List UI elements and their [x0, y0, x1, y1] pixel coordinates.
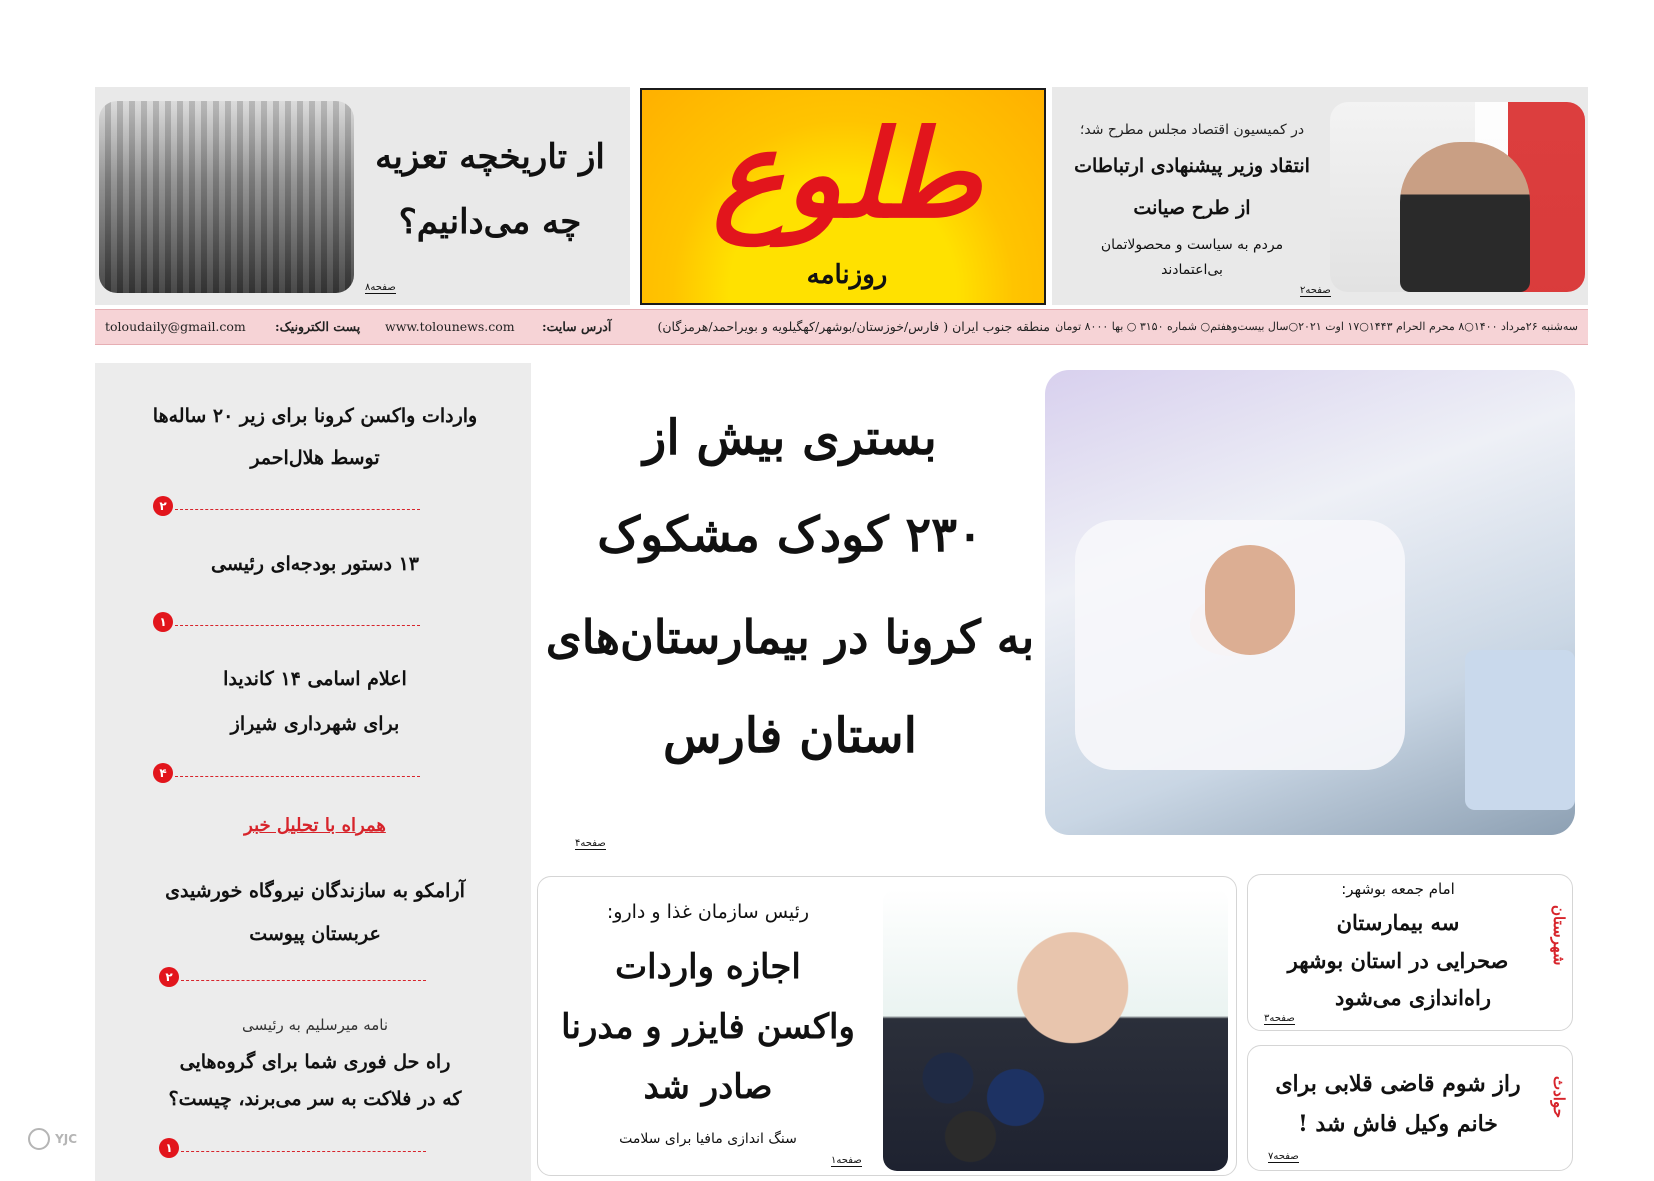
minister-sub-2: بی‌اعتمادند: [1161, 262, 1223, 278]
microphones: [903, 1039, 1053, 1169]
page-badge: ۲: [159, 967, 179, 987]
vaccine-headline-2: واکسن فایزر و مدرنا: [561, 1007, 855, 1047]
page-ref: صفحه۲: [1300, 285, 1331, 296]
header-left-story[interactable]: [95, 87, 630, 305]
minister-sub-1: مردم به سیاست و محصولاتمان: [1100, 237, 1284, 253]
page-ref: صفحه۴: [575, 838, 606, 849]
vaccine-kicker: رئیس سازمان غذا و دارو:: [606, 901, 810, 923]
sidebar-item-1-line1[interactable]: واردات واکسن کرونا برای زیر ۲۰ ساله‌ها: [152, 405, 478, 427]
site-link[interactable]: www.tolounews.com: [385, 319, 515, 334]
crime-headline-2: خانم وکیل فاش شد !: [1298, 1111, 1498, 1137]
date-issue: سه‌شنبه ۲۶مرداد ۱۴۰۰○۸ محرم الحرام ۱۴۴۳○۱۷ اوت ۲۰۲۱○سال بیست‌وهفتم○ شماره ۳۱۵۰ ○ بها ۸۰۰۰ تومان: [1055, 320, 1578, 333]
hospital-photo[interactable]: [1045, 370, 1575, 835]
main-headline-1[interactable]: بستری بیش از: [643, 410, 937, 466]
divider: [175, 625, 420, 626]
analysis-item-2-line1[interactable]: راه حل فوری شما برای گروه‌هایی: [179, 1051, 451, 1073]
page-badge: ۱: [153, 612, 173, 632]
crime-headline-1: راز شوم قاضی قلابی برای: [1275, 1071, 1521, 1097]
vaccine-headline-1: اجازه واردات: [615, 947, 801, 987]
bushehr-kicker: امام جمعه بوشهر:: [1341, 880, 1455, 898]
page-badge: ۱: [159, 1138, 179, 1158]
sidebar: [95, 363, 531, 1181]
taziyeh-headline-2: چه می‌دانیم؟: [398, 202, 582, 242]
section-label: حوادث: [1550, 1076, 1568, 1118]
analysis-item-2-line2[interactable]: که در فلاکت به سر می‌برند، چیست؟: [168, 1088, 462, 1110]
main-headline-3[interactable]: به کرونا در بیمارستان‌های: [545, 610, 1035, 664]
email-label: پست الکترونیک:: [275, 319, 361, 334]
analysis-item-2-kicker: نامه میرسلیم به رئیسی: [241, 1016, 389, 1034]
vaccine-story-card[interactable]: [537, 876, 1237, 1176]
bushehr-headline-3: راه‌اندازی می‌شود: [1335, 985, 1491, 1010]
minister-figure: [1400, 142, 1530, 292]
page-ref: صفحه۱: [831, 1155, 862, 1166]
vaccine-sub: سنگ اندازی مافیا برای سلامت: [619, 1131, 797, 1147]
header-right-story[interactable]: [1052, 87, 1588, 305]
taziyeh-photo: [99, 101, 354, 293]
sidebar-item-1-line2[interactable]: توسط هلال‌احمر: [250, 447, 380, 469]
analysis-item-1-line2[interactable]: عربستان پیوست: [249, 923, 381, 945]
sidebar-item-3-line2[interactable]: برای شهرداری شیراز: [230, 713, 400, 735]
logo-text: طلوع: [712, 104, 982, 245]
minister-headline-2: از طرح صیانت: [1133, 197, 1251, 219]
sidebar-item-3-line1[interactable]: اعلام اسامی ۱۴ کاندیدا: [223, 668, 407, 690]
divider: [181, 1151, 426, 1152]
minister-kicker: در کمیسیون اقتصاد مجلس مطرح شد؛: [1079, 122, 1305, 138]
sidebar-item-2-line1[interactable]: ۱۳ دستور بودجه‌ای رئیسی: [210, 553, 419, 575]
bushehr-headline-2: صحرایی در استان بوشهر: [1287, 948, 1509, 973]
watermark-icon: [28, 1128, 50, 1150]
bushehr-headline-1: سه بیمارستان: [1336, 910, 1460, 935]
monitor-shape: [1465, 650, 1575, 810]
divider: [175, 509, 420, 510]
taziyeh-headline-1: از تاریخچه تعزیه: [375, 137, 605, 177]
page-ref: صفحه۸: [365, 282, 396, 293]
divider: [181, 980, 426, 981]
bushehr-story-card[interactable]: [1247, 874, 1573, 1031]
watermark: [28, 1128, 98, 1158]
site-label: آدرس سایت:: [542, 319, 612, 334]
crime-story-card[interactable]: [1247, 1045, 1573, 1171]
info-bar: [95, 309, 1588, 345]
child-face: [1205, 545, 1295, 655]
masthead-logo[interactable]: [640, 88, 1046, 305]
analysis-section-title: همراه با تحلیل خبر: [244, 815, 386, 836]
watermark-text: YJC: [55, 1132, 78, 1146]
region: منطقه جنوب ایران ( فارس/خوزستان/بوشهر/کهگیلویه و بویراحمد/هرمزگان): [657, 319, 1050, 334]
masthead-subtitle: روزنامه: [806, 260, 888, 290]
vaccine-headline-3: صادر شد: [643, 1067, 773, 1107]
page-ref: صفحه۷: [1268, 1151, 1299, 1162]
page-badge: ۴: [153, 763, 173, 783]
section-label: شهرستان: [1550, 905, 1568, 966]
email-link[interactable]: toloudaily@gmail.com: [105, 319, 246, 334]
official-photo: [883, 889, 1228, 1171]
divider: [175, 776, 420, 777]
page-badge: ۲: [153, 496, 173, 516]
page-ref: صفحه۳: [1264, 1013, 1295, 1024]
main-headline-2[interactable]: ۲۳۰ کودک مشکوک: [597, 507, 983, 563]
minister-photo: [1330, 102, 1585, 292]
analysis-item-1-line1[interactable]: آرامکو به سازندگان نیروگاه خورشیدی: [165, 880, 465, 902]
minister-headline-1: انتقاد وزیر پیشنهادی ارتباطات: [1074, 155, 1310, 177]
main-headline-4[interactable]: استان فارس: [663, 708, 917, 764]
